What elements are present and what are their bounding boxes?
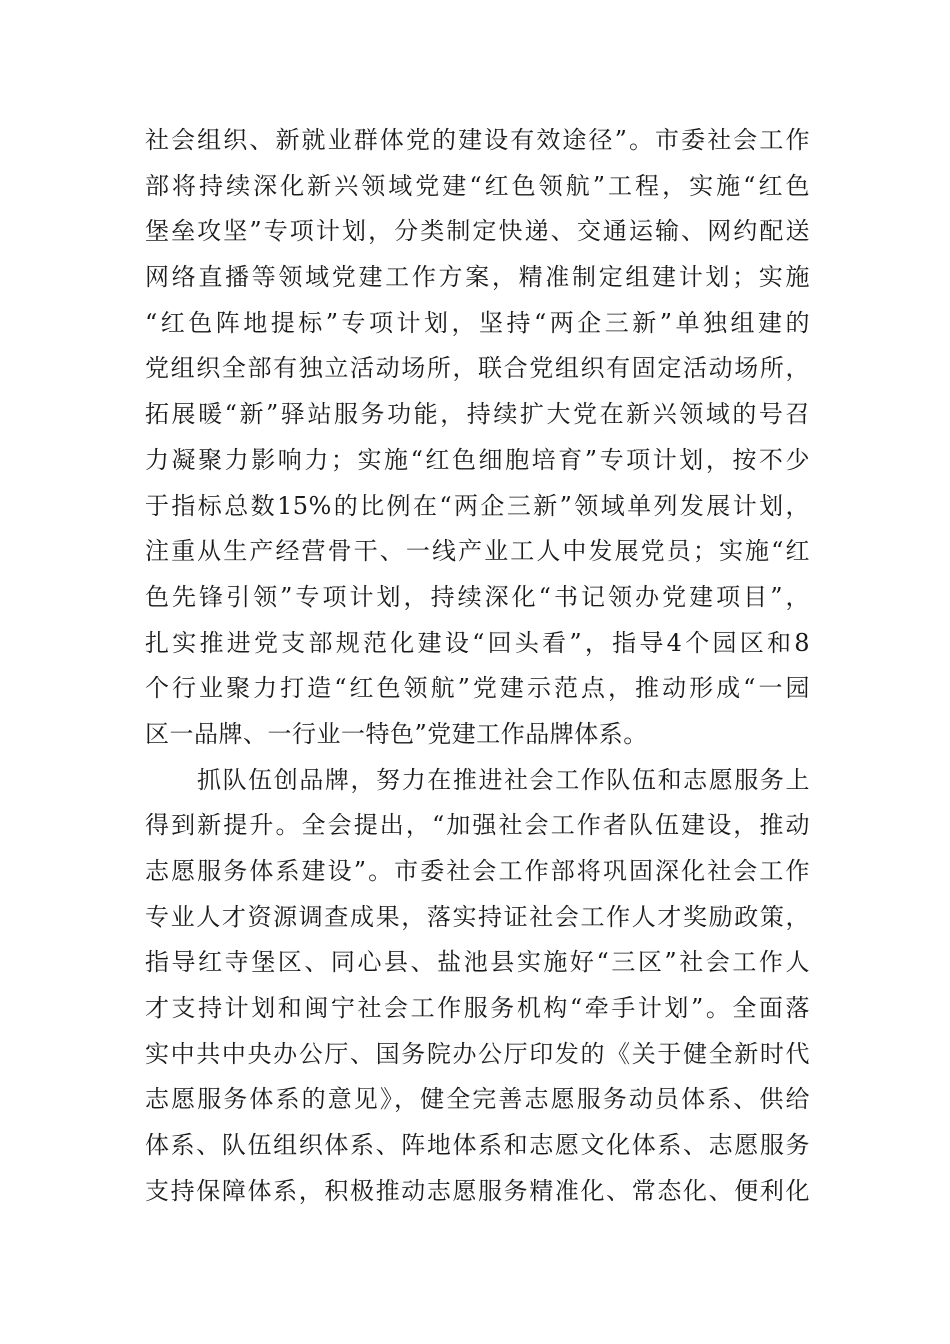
text-line: 力凝聚力影响力；实施“红色细胞培育”专项计划，按不少 xyxy=(145,445,810,474)
text-line: 专业人才资源调查成果，落实持证社会工作人才奖励政策， xyxy=(145,902,810,931)
text-line: 扎实推进党支部规范化建设“回头看”，指导4个园区和8 xyxy=(145,628,810,657)
text-line: 社会组织、新就业群体党的建设有效途径”。市委社会工作 xyxy=(145,126,810,154)
text-line: 于指标总数15%的比例在“两企三新”领域单列发展计划， xyxy=(145,491,810,520)
paragraph-end-line: 区一品牌、一行业一特色”党建工作品牌体系。 xyxy=(145,719,648,748)
text-line: 指导红寺堡区、同心县、盐池县实施好“三区”社会工作人 xyxy=(145,948,810,977)
text-line: 个行业聚力打造“红色领航”党建示范点，推动形成“一园 xyxy=(145,674,810,703)
paragraph-start-line: 抓队伍创品牌，努力在推进社会工作队伍和志愿服务上 xyxy=(197,765,810,794)
text-line: 志愿服务体系建设”。市委社会工作部将巩固深化社会工作 xyxy=(145,857,810,885)
text-line: 色先锋引领”专项计划，持续深化“书记领办党建项目”， xyxy=(145,582,810,611)
text-line: 网络直播等领域党建工作方案，精准制定组建计划；实施 xyxy=(145,263,810,292)
text-line: “红色阵地提标”专项计划，坚持“两企三新”单独组建的 xyxy=(145,308,810,337)
text-line: 志愿服务体系的意见》，健全完善志愿服务动员体系、供给 xyxy=(145,1085,810,1114)
document-body xyxy=(145,118,810,1215)
text-line: 才支持计划和闽宁社会工作服务机构“牵手计划”。全面落 xyxy=(145,994,810,1023)
text-line: 堡垒攻坚”专项计划，分类制定快递、交通运输、网约配送 xyxy=(145,217,810,246)
text-line: 部将持续深化新兴领域党建“红色领航”工程，实施“红色 xyxy=(145,171,810,200)
text-line: 党组织全部有独立活动场所，联合党组织有固定活动场所， xyxy=(145,354,810,383)
text-line: 得到新提升。全会提出，“加强社会工作者队伍建设，推动 xyxy=(145,811,810,840)
text-line: 体系、队伍组织体系、阵地体系和志愿文化体系、志愿服务 xyxy=(145,1131,810,1160)
text-line: 注重从生产经营骨干、一线产业工人中发展党员；实施“红 xyxy=(145,537,810,566)
text-line: 支持保障体系，积极推动志愿服务精准化、常态化、便利化 xyxy=(145,1176,810,1205)
text-line: 拓展暖“新”驿站服务功能，持续扩大党在新兴领域的号召 xyxy=(145,400,810,429)
text-line: 实中共中央办公厅、国务院办公厅印发的《关于健全新时代 xyxy=(145,1039,810,1068)
